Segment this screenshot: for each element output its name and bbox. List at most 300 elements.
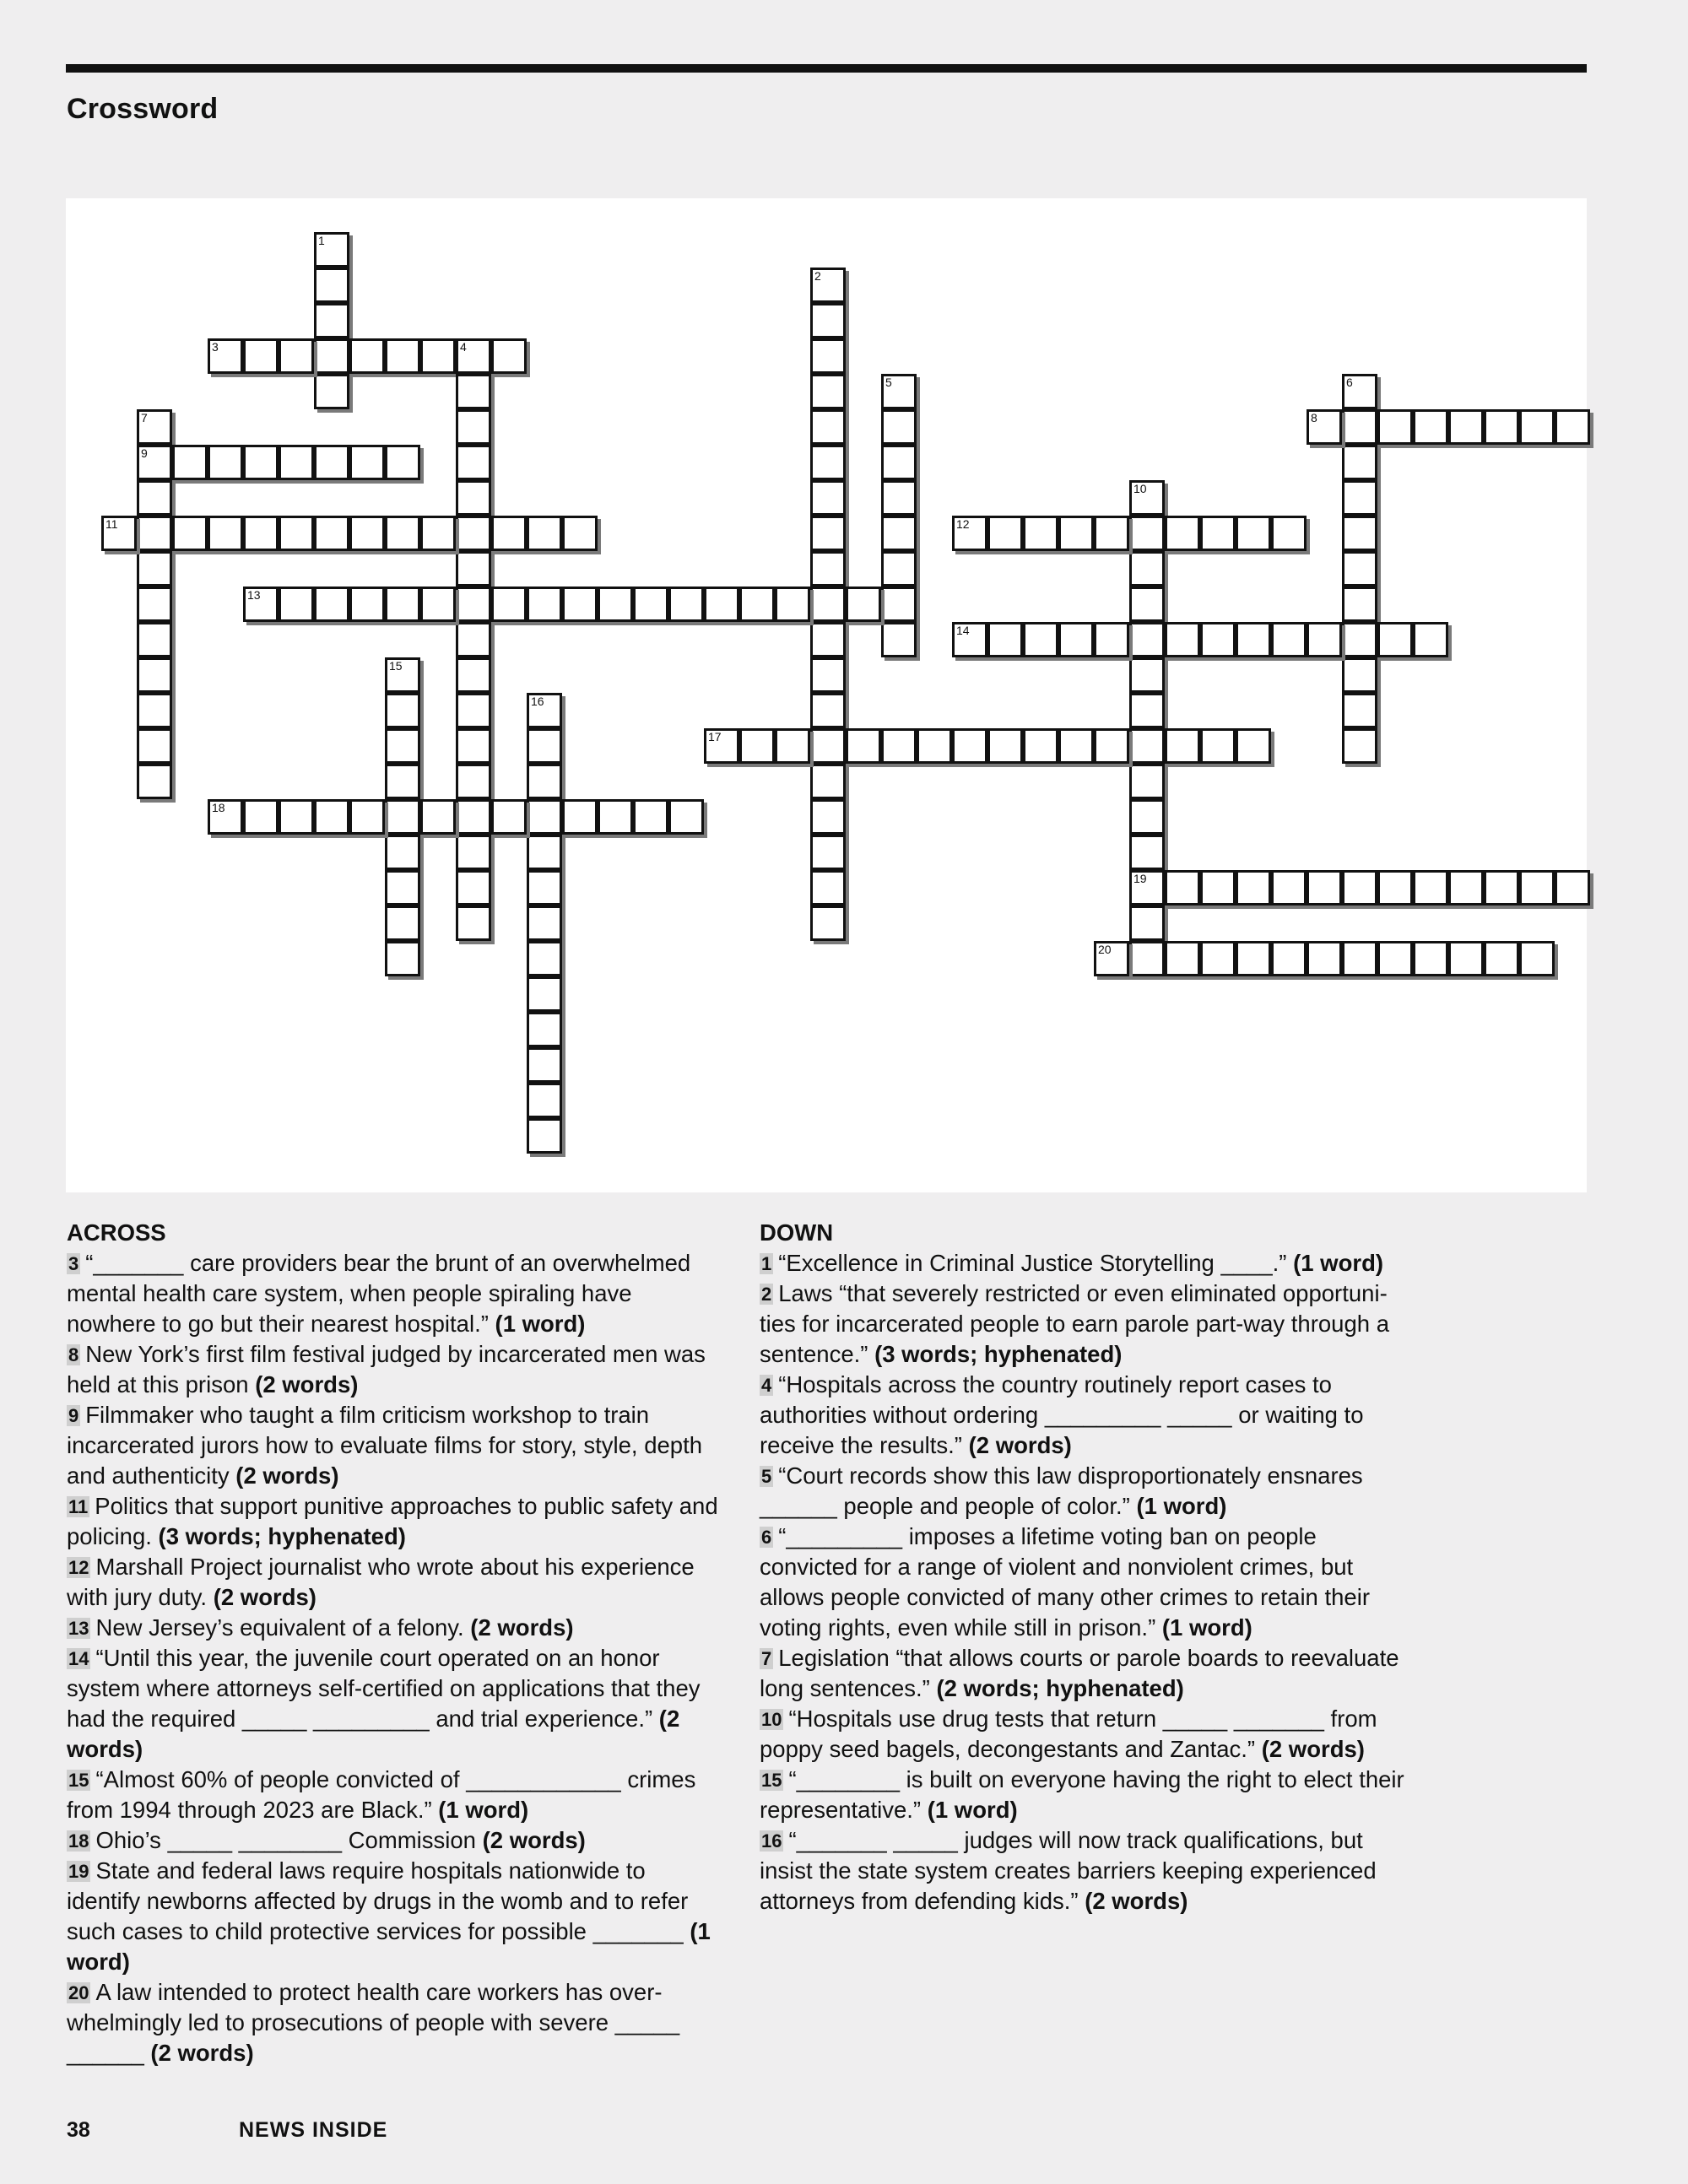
grid-cell[interactable] [633, 799, 668, 835]
grid-cell[interactable] [314, 587, 349, 622]
clue-word-count: (1 word) [1136, 1493, 1227, 1519]
grid-cell[interactable] [1484, 870, 1519, 905]
clue-word-count: (2 words) [67, 1706, 680, 1762]
grid-cell[interactable] [1200, 870, 1236, 905]
grid-cell[interactable] [1094, 516, 1129, 551]
grid-cell[interactable] [385, 693, 420, 728]
grid-cell[interactable] [456, 445, 491, 480]
grid-cell[interactable] [810, 409, 846, 445]
grid-cell[interactable] [527, 835, 562, 870]
grid-cell[interactable] [739, 587, 775, 622]
grid-cell[interactable] [1200, 728, 1236, 764]
grid-cell[interactable] [810, 303, 846, 338]
grid-cell[interactable] [881, 551, 917, 587]
down-clue-1 [760, 1248, 1414, 1279]
grid-cell[interactable] [1129, 693, 1165, 728]
grid-cell[interactable] [881, 480, 917, 516]
grid-cell[interactable] [952, 622, 987, 657]
grid-cell[interactable] [881, 622, 917, 657]
grid-cell[interactable] [527, 905, 562, 941]
cell-number: 8 [1311, 411, 1317, 424]
grid-cell[interactable] [1342, 587, 1377, 622]
grid-cell[interactable] [1129, 516, 1165, 551]
clue-text: “________ is built on everyone having the right to elect their representative.” [760, 1766, 1404, 1823]
grid-cell[interactable] [456, 338, 491, 374]
grid-cell[interactable] [1519, 941, 1555, 976]
grid-cell[interactable] [1129, 657, 1165, 693]
grid-cell[interactable] [1555, 870, 1590, 905]
grid-cell[interactable] [137, 587, 172, 622]
across-clue-19 [67, 1856, 721, 1977]
grid-cell[interactable] [208, 338, 243, 374]
grid-cell[interactable] [1023, 516, 1058, 551]
grid-cell[interactable] [1342, 870, 1377, 905]
grid-cell[interactable] [598, 799, 633, 835]
grid-cell[interactable] [1413, 622, 1448, 657]
grid-cell[interactable] [420, 338, 456, 374]
grid-cell[interactable] [810, 728, 846, 764]
grid-cell[interactable] [1200, 516, 1236, 551]
clue-word-count: (1 word) [438, 1797, 529, 1823]
grid-cell[interactable] [527, 799, 562, 835]
grid-cell[interactable] [385, 799, 420, 835]
grid-cell[interactable] [1129, 941, 1165, 976]
clue-number: 9 [68, 1405, 79, 1426]
grid-cell[interactable] [456, 409, 491, 445]
grid-cell[interactable] [1307, 870, 1342, 905]
across-heading: ACROSS [67, 1219, 166, 1246]
grid-cell[interactable] [527, 1047, 562, 1083]
grid-cell[interactable] [1129, 799, 1165, 835]
grid-cell[interactable] [987, 622, 1023, 657]
grid-cell[interactable] [1129, 587, 1165, 622]
clue-number: 5 [761, 1466, 772, 1487]
grid-cell[interactable] [562, 516, 598, 551]
grid-cell[interactable] [243, 445, 279, 480]
grid-cell[interactable] [279, 587, 314, 622]
grid-cell[interactable] [349, 445, 385, 480]
grid-cell[interactable] [137, 551, 172, 587]
cell-number: 2 [814, 269, 821, 283]
clue-text: “_________ imposes a lifetime voting ban on people convicted for a range of violent and nonviolent crimes, but allows people convicted of many other crimes to retain their voting rights, even while still in prison.” [760, 1523, 1370, 1641]
grid-cell[interactable] [881, 445, 917, 480]
clue-number: 18 [68, 1830, 89, 1852]
top-rule [66, 64, 1587, 73]
grid-cell[interactable] [349, 516, 385, 551]
clue-number: 2 [761, 1284, 772, 1305]
grid-cell[interactable] [704, 728, 739, 764]
clue-word-count: (2 words) [1261, 1736, 1365, 1762]
grid-cell[interactable] [1129, 870, 1165, 905]
grid-cell[interactable] [1094, 941, 1129, 976]
grid-cell[interactable] [1342, 622, 1377, 657]
grid-cell[interactable] [810, 870, 846, 905]
clue-number: 8 [68, 1344, 79, 1365]
grid-cell[interactable] [527, 587, 562, 622]
grid-cell[interactable] [172, 516, 208, 551]
clue-word-count: (1 word) [495, 1311, 586, 1337]
grid-cell[interactable] [385, 764, 420, 799]
clue-word-count: (1 word) [1161, 1614, 1252, 1641]
grid-cell[interactable] [527, 870, 562, 905]
grid-cell[interactable] [1377, 870, 1413, 905]
grid-cell[interactable] [527, 941, 562, 976]
cell-number: 18 [212, 801, 225, 814]
grid-cell[interactable] [1058, 516, 1094, 551]
grid-cell[interactable] [1342, 941, 1377, 976]
crossword-grid-panel [66, 198, 1587, 1192]
grid-cell[interactable] [385, 587, 420, 622]
grid-cell[interactable] [987, 516, 1023, 551]
grid-cell[interactable] [137, 622, 172, 657]
grid-cell[interactable] [1165, 870, 1200, 905]
grid-cell[interactable] [314, 303, 349, 338]
grid-cell[interactable] [1236, 622, 1271, 657]
grid-cell[interactable] [527, 1012, 562, 1047]
grid-cell[interactable] [1058, 728, 1094, 764]
cell-number: 16 [531, 695, 544, 708]
grid-cell[interactable] [456, 835, 491, 870]
grid-cell[interactable] [314, 445, 349, 480]
grid-cell[interactable] [243, 799, 279, 835]
grid-cell[interactable] [456, 870, 491, 905]
grid-cell[interactable] [491, 799, 527, 835]
grid-cell[interactable] [881, 587, 917, 622]
grid-cell[interactable] [1342, 480, 1377, 516]
grid-cell[interactable] [385, 338, 420, 374]
grid-cell[interactable] [987, 728, 1023, 764]
grid-cell[interactable] [456, 551, 491, 587]
grid-cell[interactable] [456, 516, 491, 551]
grid-cell[interactable] [1342, 409, 1377, 445]
grid-cell[interactable] [1484, 409, 1519, 445]
grid-cell[interactable] [456, 657, 491, 693]
grid-cell[interactable] [349, 587, 385, 622]
grid-cell[interactable] [385, 657, 420, 693]
grid-cell[interactable] [491, 516, 527, 551]
grid-cell[interactable] [1165, 516, 1200, 551]
grid-cell[interactable] [385, 870, 420, 905]
grid-cell[interactable] [456, 905, 491, 941]
grid-cell[interactable] [1129, 551, 1165, 587]
grid-cell[interactable] [137, 657, 172, 693]
grid-cell[interactable] [810, 905, 846, 941]
grid-cell[interactable] [349, 799, 385, 835]
clue-text: “_______ _____ judges will now track qualifications, but insist the state system creates barriers keeping experienced attorneys from defending kids.” [760, 1827, 1377, 1914]
grid-cell[interactable] [775, 587, 810, 622]
grid-cell[interactable] [1236, 728, 1271, 764]
grid-cell[interactable] [527, 976, 562, 1012]
grid-cell[interactable] [456, 480, 491, 516]
grid-cell[interactable] [137, 693, 172, 728]
grid-cell[interactable] [917, 728, 952, 764]
grid-cell[interactable] [775, 728, 810, 764]
grid-cell[interactable] [810, 657, 846, 693]
clue-text: Filmmaker who taught a film criticism workshop to train incarcerated jurors how to evaluate films for story, style, depth and authenticity [67, 1402, 703, 1489]
grid-cell[interactable] [420, 587, 456, 622]
grid-cell[interactable] [314, 232, 349, 268]
clue-number: 16 [761, 1830, 782, 1852]
clue-text: Legislation “that allows courts or parole boards to reevaluate long sentences.” [760, 1645, 1399, 1701]
grid-cell[interactable] [1342, 551, 1377, 587]
grid-cell[interactable] [1129, 905, 1165, 941]
clue-text: New York’s first film festival judged by incarcerated men was held at this prison [67, 1341, 706, 1397]
grid-cell[interactable] [314, 268, 349, 303]
grid-cell[interactable] [633, 587, 668, 622]
grid-cell[interactable] [810, 374, 846, 409]
down-clues [760, 1218, 1414, 1916]
grid-cell[interactable] [456, 799, 491, 835]
grid-cell[interactable] [1307, 622, 1342, 657]
grid-cell[interactable] [1377, 622, 1413, 657]
grid-cell[interactable] [1448, 870, 1484, 905]
grid-cell[interactable] [739, 728, 775, 764]
grid-cell[interactable] [1377, 409, 1413, 445]
grid-cell[interactable] [1271, 941, 1307, 976]
cell-number: 20 [1098, 943, 1112, 956]
clue-number: 12 [68, 1557, 89, 1578]
grid-cell[interactable] [385, 516, 420, 551]
grid-cell[interactable] [137, 445, 172, 480]
across-clue-8 [67, 1339, 721, 1400]
grid-cell[interactable] [208, 516, 243, 551]
grid-cell[interactable] [1413, 941, 1448, 976]
clue-text: “Almost 60% of people convicted of ____________ crimes from 1994 through 2023 are Black.” [67, 1766, 696, 1823]
grid-cell[interactable] [1129, 622, 1165, 657]
clue-number: 14 [68, 1648, 89, 1669]
clue-word-count: (2 words) [150, 2040, 254, 2066]
grid-cell[interactable] [385, 445, 420, 480]
grid-cell[interactable] [846, 587, 881, 622]
grid-cell[interactable] [1484, 941, 1519, 976]
grid-cell[interactable] [279, 516, 314, 551]
grid-cell[interactable] [1236, 870, 1271, 905]
grid-cell[interactable] [137, 409, 172, 445]
grid-cell[interactable] [491, 587, 527, 622]
grid-cell[interactable] [668, 799, 704, 835]
cell-number: 7 [141, 411, 148, 424]
grid-cell[interactable] [1129, 835, 1165, 870]
grid-cell[interactable] [1271, 622, 1307, 657]
grid-cell[interactable] [314, 799, 349, 835]
grid-cell[interactable] [527, 1118, 562, 1154]
grid-cell[interactable] [1342, 693, 1377, 728]
grid-cell[interactable] [1342, 657, 1377, 693]
grid-cell[interactable] [1342, 728, 1377, 764]
grid-cell[interactable] [1377, 941, 1413, 976]
grid-cell[interactable] [1058, 622, 1094, 657]
grid-cell[interactable] [1519, 409, 1555, 445]
grid-cell[interactable] [1519, 870, 1555, 905]
grid-cell[interactable] [810, 551, 846, 587]
grid-cell[interactable] [1165, 728, 1200, 764]
grid-cell[interactable] [810, 338, 846, 374]
grid-cell[interactable] [1342, 374, 1377, 409]
grid-cell[interactable] [491, 338, 527, 374]
grid-cell[interactable] [385, 941, 420, 976]
clue-text: A law intended to protect health care workers has overwhelmingly led to prosecutions of people with severe _____ ______ [67, 1979, 680, 2066]
cell-number: 19 [1133, 872, 1147, 885]
grid-cell[interactable] [881, 409, 917, 445]
grid-cell[interactable] [810, 622, 846, 657]
cell-number: 9 [141, 446, 148, 460]
publication-name: NEWS INSIDE [239, 2118, 388, 2142]
grid-cell[interactable] [243, 338, 279, 374]
grid-cell[interactable] [314, 516, 349, 551]
grid-cell[interactable] [562, 587, 598, 622]
grid-cell[interactable] [1094, 622, 1129, 657]
grid-cell[interactable] [704, 587, 739, 622]
grid-cell[interactable] [208, 799, 243, 835]
clue-text: “Hospitals use drug tests that return _____ _______ from poppy seed bagels, decongestants and Zantac.” [760, 1706, 1377, 1762]
grid-cell[interactable] [1094, 728, 1129, 764]
across-clue-20 [67, 1977, 721, 2068]
grid-cell[interactable] [101, 516, 137, 551]
grid-cell[interactable] [810, 268, 846, 303]
down-clue-5 [760, 1461, 1414, 1522]
grid-cell[interactable] [1448, 409, 1484, 445]
grid-cell[interactable] [810, 480, 846, 516]
grid-cell[interactable] [527, 1083, 562, 1118]
clue-word-count: (1 word) [1293, 1250, 1384, 1276]
grid-cell[interactable] [668, 587, 704, 622]
grid-cell[interactable] [810, 445, 846, 480]
grid-cell[interactable] [881, 516, 917, 551]
clue-word-count: (2 words) [1085, 1888, 1188, 1914]
clue-number: 11 [68, 1496, 89, 1517]
grid-cell[interactable] [314, 338, 349, 374]
grid-cell[interactable] [1236, 941, 1271, 976]
grid-cell[interactable] [527, 764, 562, 799]
down-clue-2 [760, 1279, 1414, 1370]
grid-cell[interactable] [385, 728, 420, 764]
grid-cell[interactable] [279, 799, 314, 835]
grid-cell[interactable] [527, 516, 562, 551]
clue-text: Marshall Project journalist who wrote about his experience with jury duty. [67, 1554, 695, 1610]
down-clue-10 [760, 1704, 1414, 1765]
down-clue-15 [760, 1765, 1414, 1825]
grid-cell[interactable] [952, 516, 987, 551]
cell-number: 5 [885, 376, 892, 389]
grid-cell[interactable] [243, 587, 279, 622]
grid-cell[interactable] [456, 374, 491, 409]
across-clue-9 [67, 1400, 721, 1491]
grid-cell[interactable] [1271, 516, 1307, 551]
grid-cell[interactable] [810, 516, 846, 551]
grid-cell[interactable] [456, 728, 491, 764]
grid-cell[interactable] [1448, 941, 1484, 976]
grid-cell[interactable] [1129, 728, 1165, 764]
grid-cell[interactable] [208, 445, 243, 480]
down-clue-16 [760, 1825, 1414, 1916]
grid-cell[interactable] [527, 693, 562, 728]
grid-cell[interactable] [1023, 622, 1058, 657]
grid-cell[interactable] [385, 835, 420, 870]
clue-number: 15 [761, 1770, 782, 1791]
grid-cell[interactable] [1200, 622, 1236, 657]
cell-number: 6 [1346, 376, 1353, 389]
grid-cell[interactable] [137, 728, 172, 764]
cell-number: 13 [247, 588, 261, 602]
page-number: 38 [67, 2118, 90, 2142]
grid-cell[interactable] [456, 622, 491, 657]
grid-cell[interactable] [810, 764, 846, 799]
grid-cell[interactable] [810, 835, 846, 870]
grid-cell[interactable] [1271, 870, 1307, 905]
grid-cell[interactable] [881, 374, 917, 409]
grid-cell[interactable] [1307, 409, 1342, 445]
grid-cell[interactable] [1413, 409, 1448, 445]
grid-cell[interactable] [1307, 941, 1342, 976]
grid-cell[interactable] [881, 728, 917, 764]
grid-cell[interactable] [420, 799, 456, 835]
grid-cell[interactable] [598, 587, 633, 622]
clue-number: 7 [761, 1648, 772, 1669]
grid-cell[interactable] [385, 905, 420, 941]
cell-number: 11 [106, 517, 118, 531]
grid-cell[interactable] [456, 764, 491, 799]
grid-cell[interactable] [562, 799, 598, 835]
grid-cell[interactable] [1200, 941, 1236, 976]
grid-cell[interactable] [314, 374, 349, 409]
cell-number: 1 [318, 234, 325, 247]
clue-word-count: (2 words) [470, 1614, 574, 1641]
grid-cell[interactable] [1342, 516, 1377, 551]
grid-cell[interactable] [137, 764, 172, 799]
down-clue-6 [760, 1522, 1414, 1643]
grid-cell[interactable] [456, 693, 491, 728]
grid-cell[interactable] [137, 516, 172, 551]
clue-word-count: (2 words) [968, 1432, 1072, 1458]
grid-cell[interactable] [1165, 941, 1200, 976]
clue-text: “Hospitals across the country routinely report cases to authorities without ordering _________ _____ or waiting to receive the results.” [760, 1371, 1364, 1458]
across-clue-18 [67, 1825, 721, 1856]
grid-cell[interactable] [810, 693, 846, 728]
clue-text: “Until this year, the juvenile court operated on an honor system where attorneys self-certified on applications that they had the required _____ _________ and trial experience.” [67, 1645, 701, 1732]
grid-cell[interactable] [279, 338, 314, 374]
clue-text: “_______ care providers bear the brunt of an overwhelmed mental health care system, when people spiraling have nowhere to go but their nearest hospital.” [67, 1250, 691, 1337]
grid-cell[interactable] [952, 728, 987, 764]
clue-text: State and federal laws require hospitals nationwide to identify newborns affected by drugs in the womb and to refer such cases to child protective services for possible _______ [67, 1857, 690, 1944]
grid-cell[interactable] [1129, 764, 1165, 799]
grid-cell[interactable] [1023, 728, 1058, 764]
clue-text: Politics that support punitive approaches to public safety and policing. [67, 1493, 718, 1549]
grid-cell[interactable] [243, 516, 279, 551]
across-clue-13 [67, 1613, 721, 1643]
down-clue-list [760, 1248, 1414, 1916]
grid-cell[interactable] [349, 338, 385, 374]
clue-number: 13 [68, 1618, 89, 1639]
grid-cell[interactable] [137, 480, 172, 516]
grid-cell[interactable] [1413, 870, 1448, 905]
grid-cell[interactable] [527, 728, 562, 764]
grid-cell[interactable] [1555, 409, 1590, 445]
grid-cell[interactable] [810, 587, 846, 622]
clue-word-count: (2 words) [213, 1584, 316, 1610]
grid-cell[interactable] [456, 587, 491, 622]
grid-cell[interactable] [846, 728, 881, 764]
grid-cell[interactable] [1129, 480, 1165, 516]
grid-cell[interactable] [420, 516, 456, 551]
across-clues [67, 1218, 721, 2068]
grid-cell[interactable] [810, 799, 846, 835]
grid-cell[interactable] [1342, 445, 1377, 480]
grid-cell[interactable] [1165, 622, 1200, 657]
grid-cell[interactable] [1236, 516, 1271, 551]
grid-cell[interactable] [279, 445, 314, 480]
clue-number: 10 [761, 1709, 782, 1730]
grid-cell[interactable] [172, 445, 208, 480]
